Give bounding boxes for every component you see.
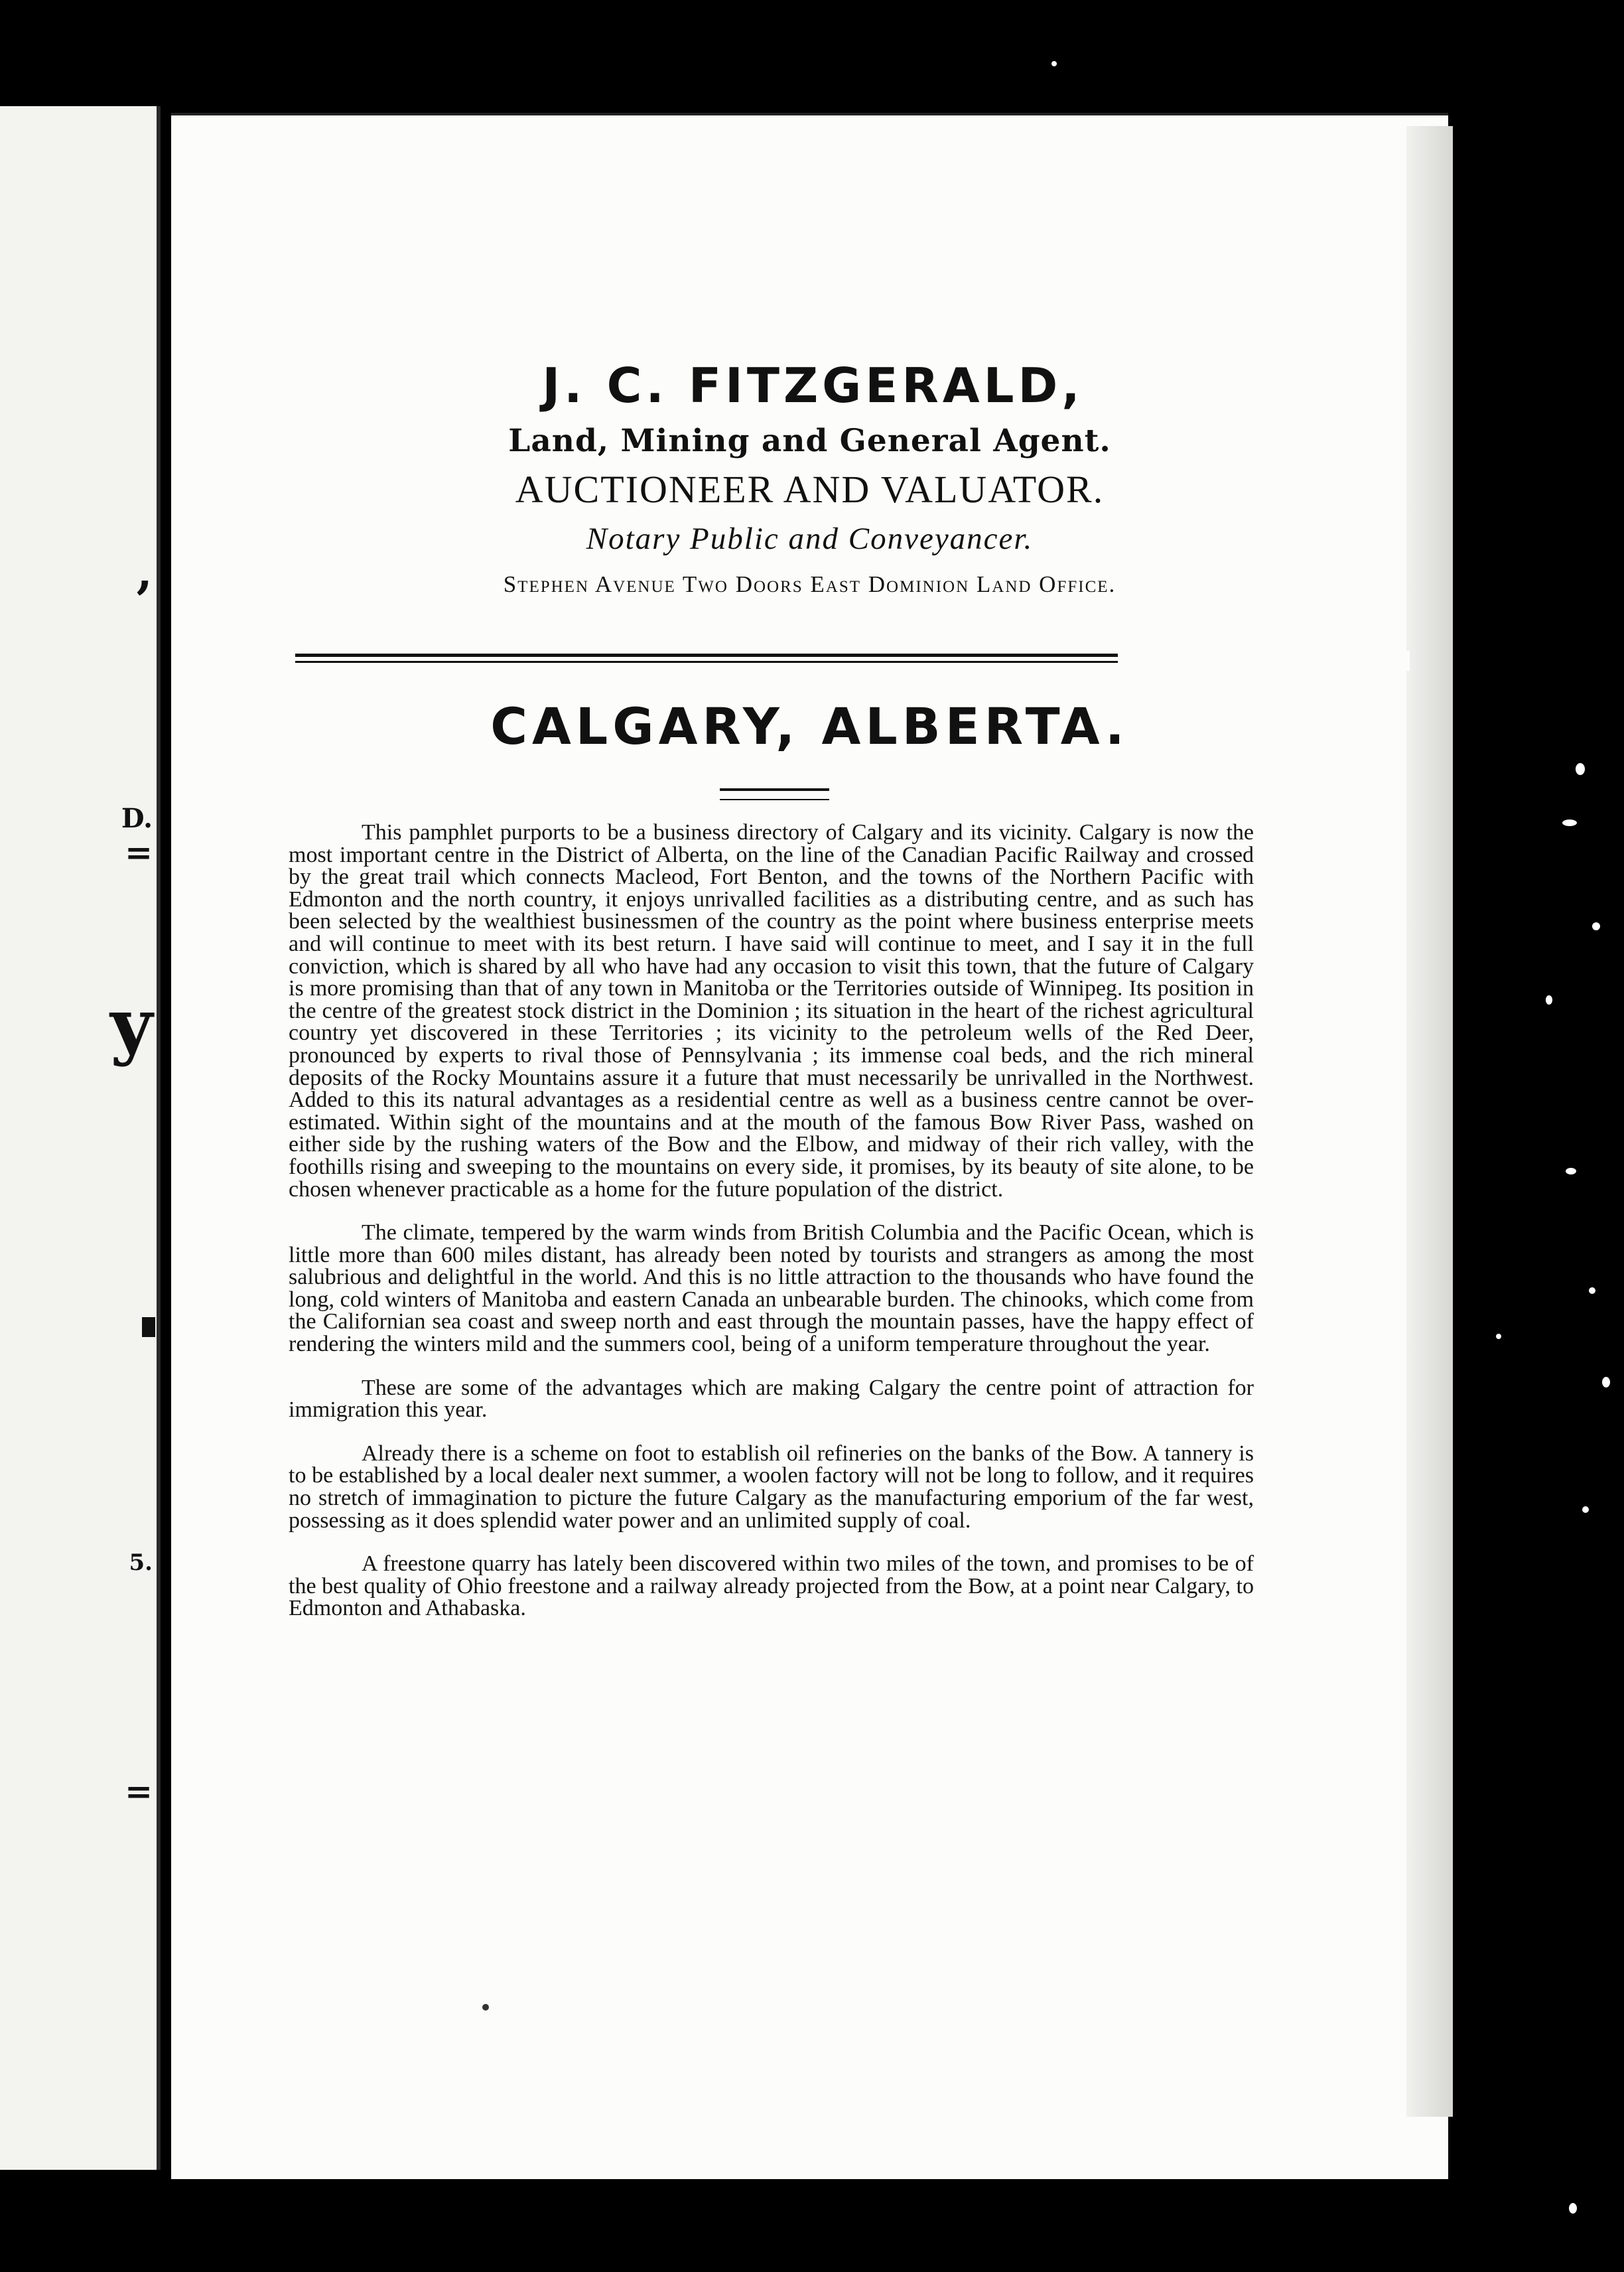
dust-speck [1562,819,1577,826]
dust-speck [1051,61,1057,66]
page-title: CALGARY, ALBERTA. [490,697,1129,756]
dust-speck [1496,1334,1501,1339]
title-underline [720,788,829,800]
agent-auctioneer: AUCTIONEER AND VALUATOR. [515,468,1105,511]
body-text [289,821,1254,1641]
agent-address: Stephen Avenue Two Doors East Dominion Land Office. [503,571,1116,597]
left-page-fragment: = [125,1772,153,1811]
dust-speck [1592,922,1600,930]
agent-name: J. C. FITZGERALD, [542,358,1084,413]
dust-speck [1576,763,1585,775]
previous-page-edge [0,106,161,2170]
left-page-fragment: D. [121,803,153,834]
header-divider [295,654,1254,666]
left-page-fragment: = [125,833,153,872]
agent-notary: Notary Public and Conveyancer. [586,522,1034,556]
paragraph: Already there is a scheme on foot to establish oil refineries on the banks of the Bow. A tannery is to be established by a local dealer next summer, a woolen factory will not be long to follow, and it requires no stretch of immagination to picture the future Calgary as the manufacturing emporium of the far west, possessing as it does splendid water power and an unlimited supply of coal. [289,1441,1254,1533]
agent-advertisement [171,358,1448,598]
left-page-fragment: , [136,544,153,599]
paragraph: These are some of the advantages which are making Calgary the centre point of attraction for immigration this year. [289,1375,1254,1423]
paragraph: A freestone quarry has lately been discovered within two miles of the town, and promises to be of the best quality of Ohio freestone and a railway already projected from the Bow, at a point near Calgary, to Edmonton and Athabaska. [289,1551,1254,1621]
dust-speck [1546,995,1552,1005]
dust-speck [1566,1168,1576,1174]
left-page-fragment: y [110,982,153,1068]
agent-role: Land, Mining and General Agent. [508,423,1111,459]
page-speck [482,2004,489,2011]
dust-speck [1602,1377,1610,1387]
dust-speck [1589,1287,1595,1294]
paragraph: This pamphlet purports to be a business directory of Calgary and its vicinity. Calgary is now the most important centre in the District of Alberta, on the line of the Canadian Pacific Railway and crossed by the great trail which connects Macleod, Fort Benton, and the towns of the Northern Pacific with Edmonton and the north country, it enjoys unrivalled facilities as a distributing centre, and as such has been selected by the wealthiest businessmen of the country as the point where business enterprise meets and will continue to meet with its best return. I have said will continue to meet, and I say it in the full conviction, which is shared by all who have had any occasion to visit this town, that the future of Calgary is more promising than that of any town in Manitoba or the Territories outside of Winnipeg. Its position in the centre of the greatest stock district in the Dominion ; its situation in the heart of the richest agricultural country yet discovered in these Territories ; its vicinity to the petroleum wells of the Red Deer, pronounced by experts to rival those of Pennsylvania ; its immense coal beds, and the rich mineral deposits of the Rocky Mountains assure it a future that must necessarily be unrivalled in the Northwest. Added to this its natural advantages as a residential centre as well as a business centre cannot be over-estimated. Within sight of the mountains and at the mouth of the famous Bow River Pass, washed on either side by the rushing waters of the Bow and the Elbow, and midway of their rich valley, with the foothills rising and sweeping to the mountains on every side, it promises, by its beauty of site alone, to be chosen whenever practicable as a home for the future population of the district. [289,820,1254,1202]
left-page-fragment: 5. [129,1549,153,1576]
left-page-fragment-mark [142,1317,155,1337]
dust-speck [1582,1506,1589,1513]
dust-speck [1569,2203,1577,2214]
paragraph: The climate, tempered by the warm winds from British Columbia and the Pacific Ocean, which is little more than 600 miles distant, has already been noted by tourists and strangers as among the most salubrious and delightful in the world. And this is no little attraction to the thousands who have found the long, cold winters of Manitoba and eastern Canada an unbearable burden. The chinooks, which come from the Californian sea coast and sweep north and east through the mountain passes, have the happy effect of rendering the winters mild and the summers cool, being of a uniform temperature throughout the year. [289,1220,1254,1357]
